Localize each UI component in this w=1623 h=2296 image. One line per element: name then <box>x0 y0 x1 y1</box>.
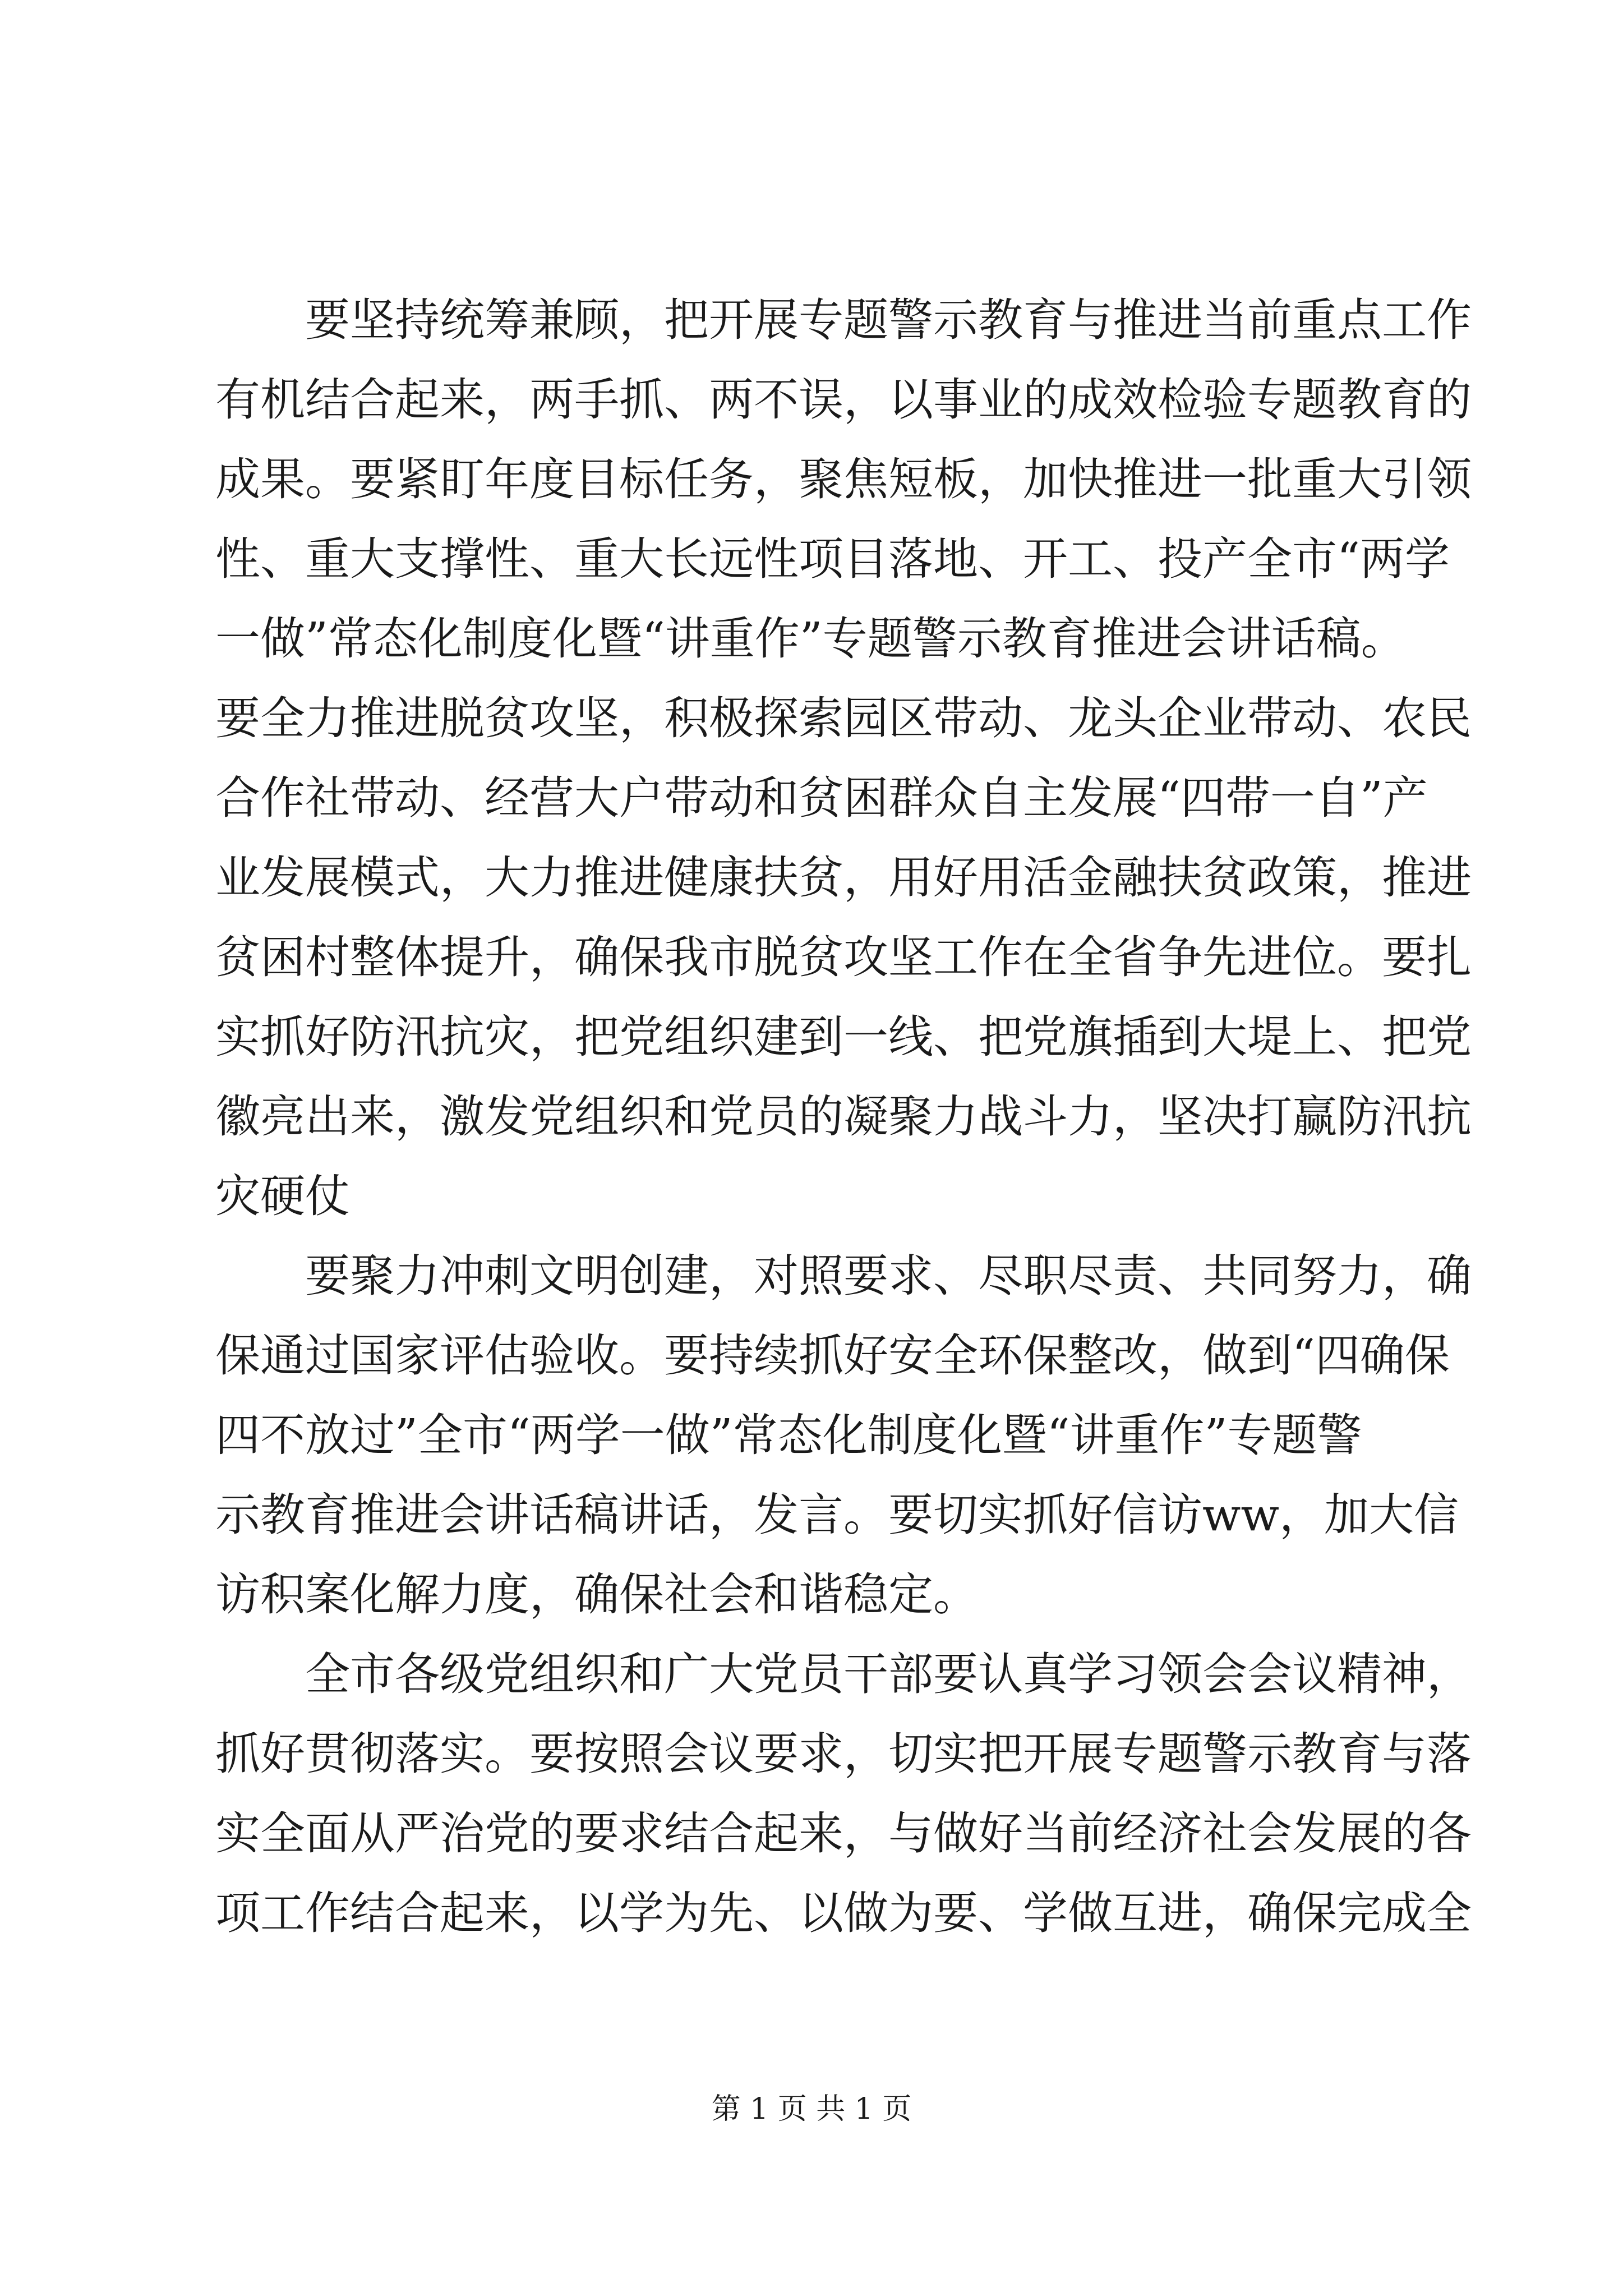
text-line: 保通过国家评估验收。要持续抓好安全环保整改，做到“四确保 <box>215 1329 1450 1382</box>
text-line: 合作社带动、经营大户带动和贫困群众自主发展“四带一自”产 <box>215 772 1428 824</box>
text-line: 有机结合起来，两手抓、两不误，以事业的成效检验专题教育的 <box>215 374 1472 426</box>
text-line: 成果。要紧盯年度目标任务，聚焦短板，加快推进一批重大引领 <box>215 453 1472 505</box>
text-line: 要坚持统筹兼顾，把开展专题警示教育与推进当前重点工作 <box>305 294 1472 346</box>
text-line: 抓好贯彻落实。要按照会议要求，切实把开展专题警示教育与落 <box>215 1728 1472 1780</box>
text-line: 全市各级党组织和广大党员干部要认真学习领会会议精神， <box>305 1648 1472 1700</box>
text-line: 业发展模式，大力推进健康扶贫，用好用活金融扶贫政策，推进 <box>215 852 1472 904</box>
text-line: 要全力推进脱贫攻坚，积极探索园区带动、龙头企业带动、农民 <box>215 692 1472 744</box>
text-line: 实全面从严治党的要求结合起来，与做好当前经济社会发展的各 <box>215 1807 1472 1860</box>
text-line: 贫困村整体提升，确保我市脱贫攻坚工作在全省争先进位。要扎 <box>215 931 1472 983</box>
text-line: 要聚力冲刺文明创建，对照要求、尽职尽责、共同努力，确 <box>305 1250 1472 1302</box>
text-line: 灾硬仗 <box>215 1170 350 1222</box>
text-line: 四不放过”全市“两学一做”常态化制度化暨“讲重作”专题警 <box>215 1409 1362 1461</box>
text-line: 实抓好防汛抗灾，把党组织建到一线、把党旗插到大堤上、把党 <box>215 1011 1472 1063</box>
text-line: 徽亮出来，激发党组织和党员的凝聚力战斗力，坚决打赢防汛抗 <box>215 1091 1472 1143</box>
text-line: 示教育推进会讲话稿讲话，发言。要切实抓好信访ww，加大信 <box>215 1489 1459 1541</box>
text-line: 一做”常态化制度化暨“讲重作”专题警示教育推进会讲话稿。 <box>215 613 1406 665</box>
text-line: 访积案化解力度，确保社会和谐稳定。 <box>215 1568 978 1621</box>
text-line: 项工作结合起来，以学为先、以做为要、学做互进，确保完成全 <box>215 1887 1472 1939</box>
page-footer: 第 1 页 共 1 页 <box>711 2092 912 2126</box>
text-line: 性、重大支撑性、重大长远性项目落地、开工、投产全市“两学 <box>215 533 1450 585</box>
